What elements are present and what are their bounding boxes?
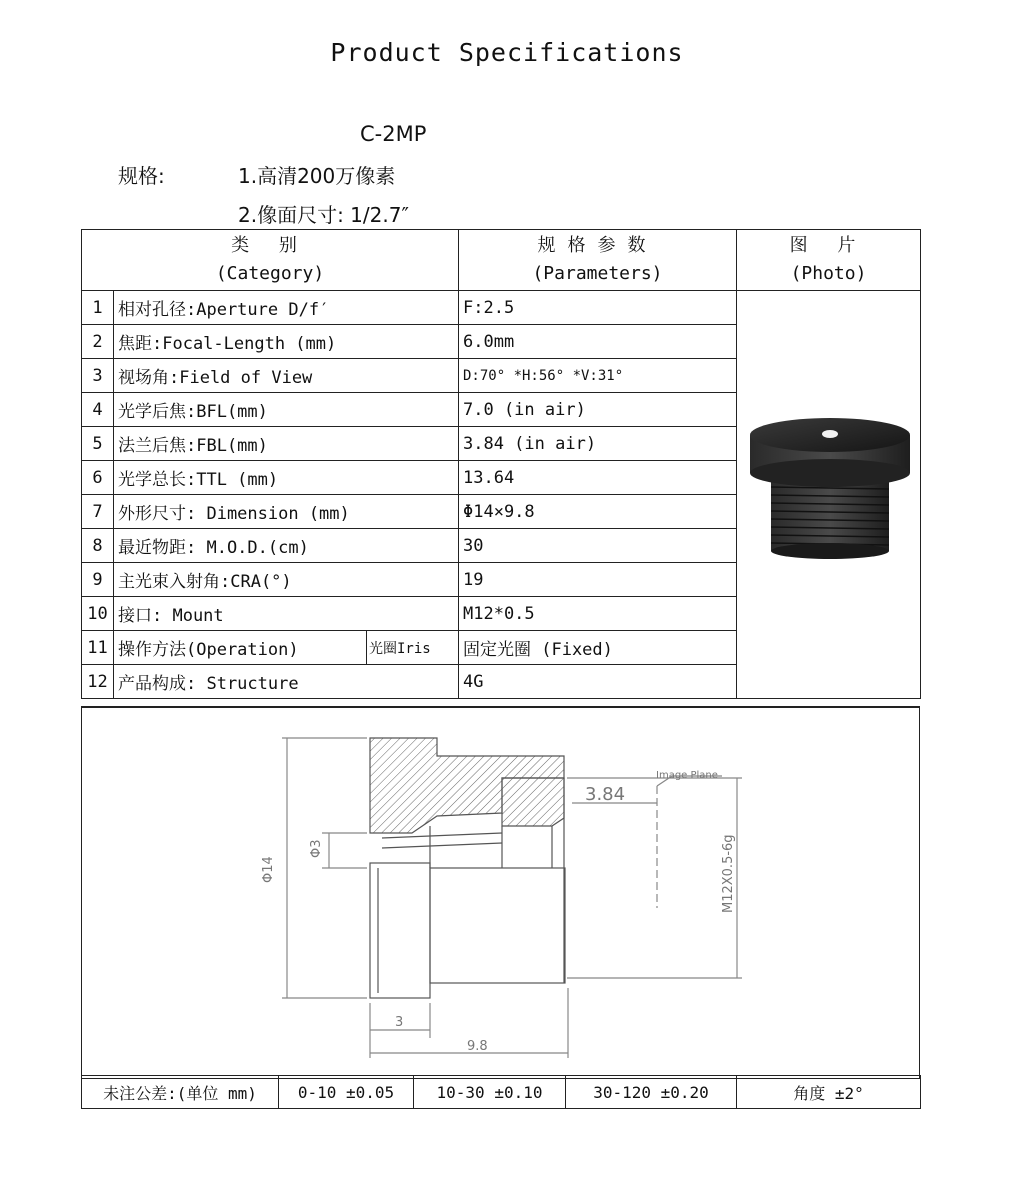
row-category: 最近物距: M.O.D.(cm) — [114, 529, 459, 563]
header-category — [82, 230, 459, 291]
tolerance-30-120: 30-120 ±0.20 — [566, 1076, 737, 1109]
row-number: 2 — [82, 325, 114, 359]
image-plane-label: Image Plane — [656, 770, 718, 781]
header-parameters-zh: 规格参数 — [537, 235, 658, 256]
row-number: 1 — [82, 291, 114, 325]
table-header-row — [82, 230, 921, 291]
row-number: 5 — [82, 427, 114, 461]
header-category-en: (Category) — [215, 263, 325, 284]
row-value: 19 — [459, 563, 737, 597]
row-category: 相对孔径:Aperture D/f′ — [114, 291, 459, 325]
row-number: 4 — [82, 393, 114, 427]
dim-phi3: Φ3 — [309, 839, 324, 858]
row-value: 3.84 (in air) — [459, 427, 737, 461]
dim-3: 3 — [395, 1015, 404, 1030]
row-category: 焦距:Focal-Length (mm) — [114, 325, 459, 359]
row-category: 外形尺寸: Dimension (mm) — [114, 495, 459, 529]
row-number: 8 — [82, 529, 114, 563]
tolerance-10-30: 10-30 ±0.10 — [414, 1076, 566, 1109]
row-value: 固定光圈 (Fixed) — [459, 631, 737, 665]
row-number: 12 — [82, 665, 114, 699]
spec-item-2: 2.像面尺寸: 1/2.7″ — [238, 203, 409, 227]
spec-label: 规格: — [118, 164, 165, 188]
header-parameters-en: (Parameters) — [532, 263, 663, 284]
tolerance-label: 未注公差:(单位 mm) — [82, 1076, 279, 1109]
dim-thread: M12X0.5-6g — [721, 834, 736, 913]
row-number: 9 — [82, 563, 114, 597]
row-category: 产品构成: Structure — [114, 665, 459, 699]
header-photo-zh: 图 片 — [789, 235, 868, 256]
row-value: 4G — [459, 665, 737, 699]
tolerance-row — [82, 1076, 921, 1109]
spec-table — [81, 229, 921, 699]
row-category: 光学后焦:BFL(mm) — [114, 393, 459, 427]
technical-drawing — [81, 706, 920, 1079]
row-category: 法兰后焦:FBL(mm) — [114, 427, 459, 461]
row-value: M12*0.5 — [459, 597, 737, 631]
row-value: 30 — [459, 529, 737, 563]
row-value: Φ14×9.8 — [459, 495, 737, 529]
row-number: 10 — [82, 597, 114, 631]
row-subcategory: 光圈Iris — [367, 631, 459, 665]
header-category-zh: 类 别 — [231, 235, 309, 256]
row-value: D:70° *H:56° *V:31° — [459, 359, 737, 393]
row-category: 接口: Mount — [114, 597, 459, 631]
header-photo-en: (Photo) — [790, 263, 867, 284]
dim-3-84: 3.84 — [585, 784, 626, 805]
row-number: 6 — [82, 461, 114, 495]
lens-photo-image — [744, 417, 914, 567]
row-value: 6.0mm — [459, 325, 737, 359]
row-value: 7.0 (in air) — [459, 393, 737, 427]
spec-item-1: 1.高清200万像素 — [238, 164, 396, 188]
row-category: 视场角:Field of View — [114, 359, 459, 393]
row-number: 11 — [82, 631, 114, 665]
header-parameters — [459, 230, 737, 291]
tolerance-angle: 角度 ±2° — [737, 1076, 921, 1109]
model-name: C-2MP — [360, 122, 427, 146]
dim-9-8: 9.8 — [467, 1039, 488, 1054]
tolerance-table — [81, 1075, 921, 1109]
row-number: 3 — [82, 359, 114, 393]
row-value: 13.64 — [459, 461, 737, 495]
tolerance-0-10: 0-10 ±0.05 — [279, 1076, 414, 1109]
page-title: Product Specifications — [330, 38, 684, 67]
dim-phi14: Φ14 — [261, 856, 276, 883]
lens-photo — [737, 291, 921, 699]
table-row — [82, 291, 921, 325]
row-category: 操作方法(Operation) — [114, 631, 367, 665]
header-photo — [737, 230, 921, 291]
lens-cross-section-drawing — [82, 708, 919, 1078]
row-value: F:2.5 — [459, 291, 737, 325]
row-category: 主光束入射角:CRA(°) — [114, 563, 459, 597]
row-number: 7 — [82, 495, 114, 529]
row-category: 光学总长:TTL (mm) — [114, 461, 459, 495]
